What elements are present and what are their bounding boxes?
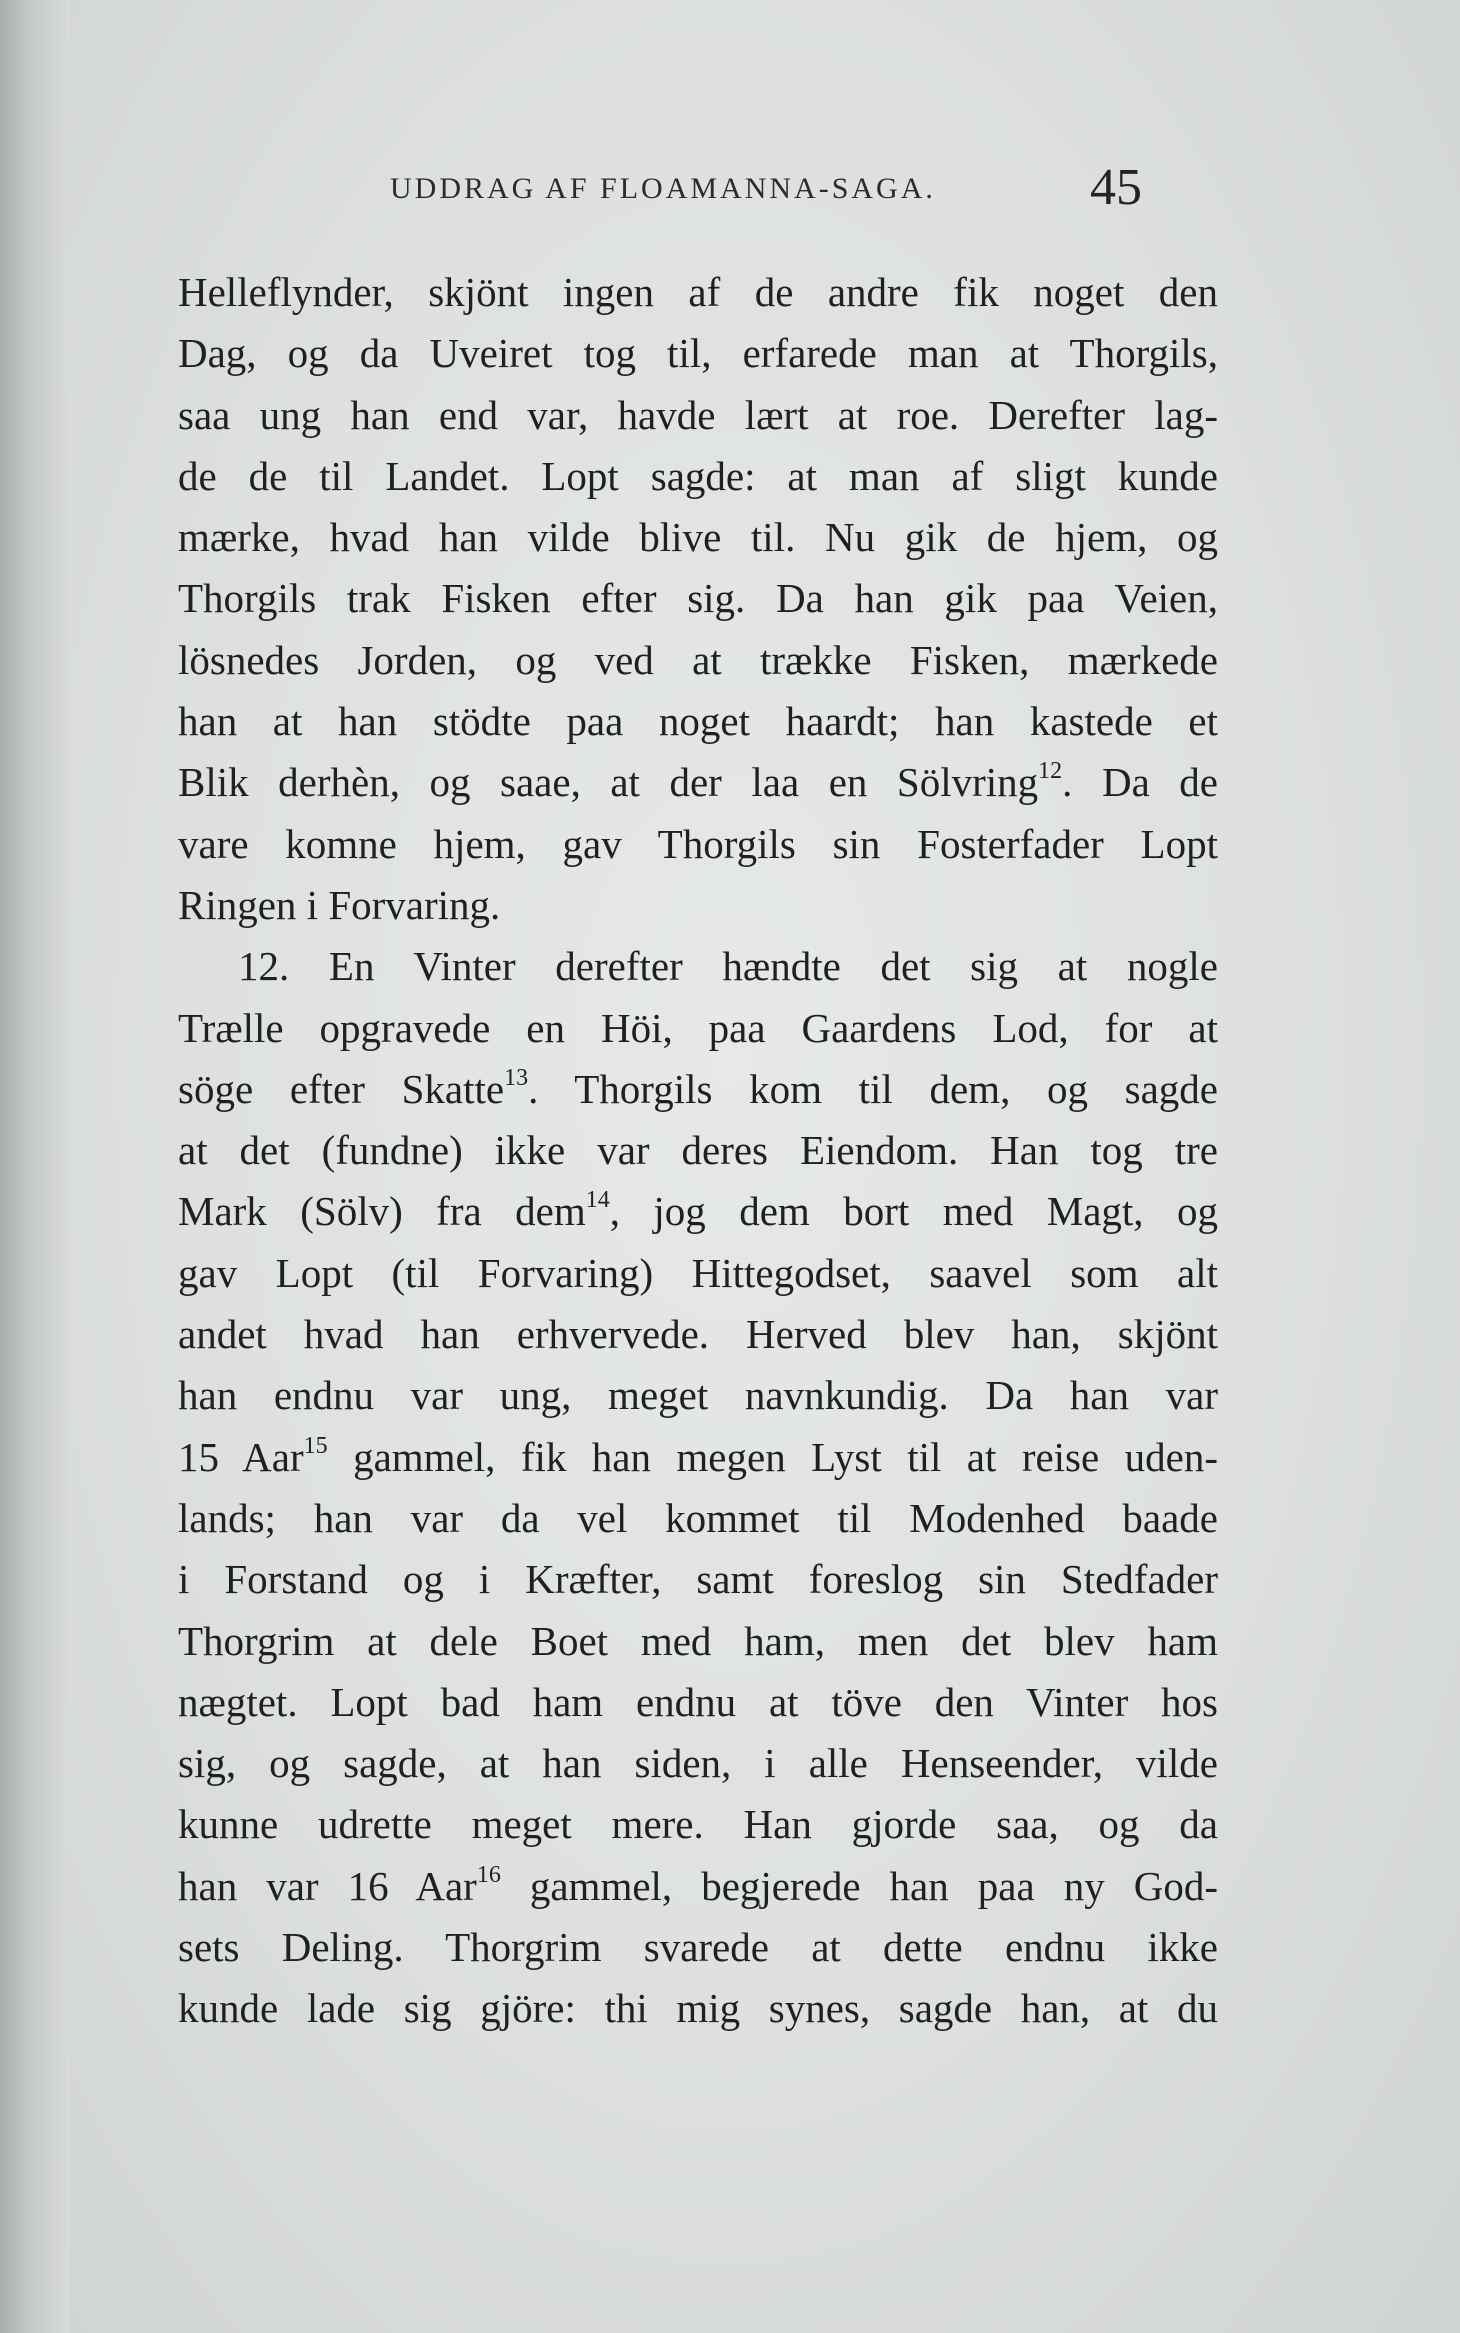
text-run: 12. En Vinter derefter hændte det sig at nogle bbox=[238, 943, 1218, 990]
text-line bbox=[178, 1120, 1218, 1181]
text-line bbox=[178, 814, 1218, 875]
text-run: han at han stödte paa noget haardt; han kastede et bbox=[178, 698, 1218, 745]
text-run: Dag, og da Uveiret tog til, erfarede man at Thorgils, bbox=[178, 330, 1218, 377]
text-run: de de til Landet. Lopt sagde: at man af sligt kunde bbox=[178, 452, 1218, 499]
text-run: . Thorgils kom til dem, og sagde bbox=[528, 1065, 1218, 1112]
text-line bbox=[178, 691, 1218, 752]
text-line bbox=[178, 1365, 1218, 1426]
text-line bbox=[178, 1059, 1218, 1120]
running-title: UDDRAG AF FLOAMANNA-SAGA. bbox=[390, 172, 936, 205]
page-number: 45 bbox=[1090, 159, 1142, 216]
text-run: han endnu var ung, meget navnkundig. Da han var bbox=[178, 1372, 1218, 1419]
text-run: Helleflynder, skjönt ingen af de andre fik noget den bbox=[178, 269, 1218, 315]
text-line bbox=[178, 385, 1218, 446]
text-run: sets Deling. Thorgrim svarede at dette endnu ikke bbox=[178, 1924, 1218, 1971]
text-run: i Forstand og i Kræfter, samt foreslog sin Stedfader bbox=[178, 1556, 1218, 1603]
footnote-marker: 12 bbox=[1038, 758, 1063, 785]
text-line bbox=[178, 1427, 1218, 1488]
text-run: Trælle opgravede en Höi, paa Gaardens Lod, for at bbox=[178, 1004, 1218, 1051]
text-run: lands; han var da vel kommet til Modenhed baade bbox=[178, 1494, 1218, 1541]
text-run: . Da de bbox=[1062, 759, 1218, 806]
text-line bbox=[178, 1243, 1218, 1304]
text-line bbox=[178, 875, 1218, 936]
footnote-marker: 15 bbox=[303, 1432, 328, 1459]
text-line bbox=[178, 1794, 1218, 1855]
text-line bbox=[178, 630, 1218, 691]
footnote-marker: 14 bbox=[585, 1187, 610, 1214]
text-run: han var 16 Aar bbox=[178, 1862, 477, 1909]
footnote-marker: 16 bbox=[476, 1861, 501, 1888]
text-line bbox=[178, 1611, 1218, 1672]
text-line bbox=[178, 568, 1218, 629]
text-line bbox=[178, 1856, 1218, 1917]
text-line bbox=[178, 1304, 1218, 1365]
text-run: , jog dem bort med Magt, og bbox=[609, 1188, 1218, 1235]
text-line bbox=[178, 1488, 1218, 1549]
text-run: vare komne hjem, gav Thorgils sin Fosterfader Lopt bbox=[178, 820, 1218, 867]
text-line bbox=[178, 446, 1218, 507]
text-line bbox=[178, 507, 1218, 568]
text-run: sig, og sagde, at han siden, i alle Henseender, vilde bbox=[178, 1740, 1218, 1787]
page-gutter-shadow bbox=[0, 0, 70, 2333]
text-run: gammel, fik han megen Lyst til at reise uden- bbox=[327, 1433, 1218, 1480]
text-run: 15 Aar bbox=[178, 1433, 304, 1480]
text-run: at det (fundne) ikke var deres Eiendom. Han tog tre bbox=[178, 1127, 1218, 1174]
text-line bbox=[178, 1672, 1218, 1733]
text-run: gammel, begjerede han paa ny God- bbox=[500, 1862, 1218, 1909]
text-run: gav Lopt (til Forvaring) Hittegodset, saavel som alt bbox=[178, 1249, 1218, 1296]
body-text bbox=[178, 262, 1218, 2040]
text-line bbox=[178, 936, 1218, 997]
text-line bbox=[178, 1978, 1218, 2039]
text-line bbox=[178, 752, 1218, 813]
text-run: saa ung han end var, havde lært at roe. Derefter lag- bbox=[178, 391, 1218, 438]
text-run: Mark (Sölv) fra dem bbox=[178, 1188, 586, 1235]
running-head bbox=[180, 158, 1220, 218]
text-run: söge efter Skatte bbox=[178, 1065, 505, 1112]
text-line bbox=[178, 1181, 1218, 1242]
text-line bbox=[178, 1733, 1218, 1794]
text-run: kunne udrette meget mere. Han gjorde saa, og da bbox=[178, 1801, 1218, 1848]
text-run: mærke, hvad han vilde blive til. Nu gik de hjem, og bbox=[178, 514, 1218, 561]
text-run: Blik derhèn, og saae, at der laa en Sölvring bbox=[178, 759, 1039, 806]
text-line bbox=[178, 323, 1218, 384]
text-run: andet hvad han erhvervede. Herved blev han, skjönt bbox=[178, 1311, 1218, 1358]
text-run: Thorgils trak Fisken efter sig. Da han gik paa Veien, bbox=[178, 575, 1218, 622]
text-run: Ringen i Forvaring. bbox=[178, 881, 501, 928]
text-run: Thorgrim at dele Boet med ham, men det blev ham bbox=[178, 1617, 1218, 1664]
text-run: nægtet. Lopt bad ham endnu at töve den Vinter hos bbox=[178, 1678, 1218, 1725]
footnote-marker: 13 bbox=[504, 1064, 529, 1091]
text-line bbox=[178, 1917, 1218, 1978]
text-line bbox=[178, 262, 1218, 323]
text-line bbox=[178, 1549, 1218, 1610]
text-run: lösnedes Jorden, og ved at trække Fisken, mærkede bbox=[178, 636, 1218, 683]
text-run: kunde lade sig gjöre: thi mig synes, sagde han, at du bbox=[178, 1985, 1218, 2032]
text-line bbox=[178, 998, 1218, 1059]
